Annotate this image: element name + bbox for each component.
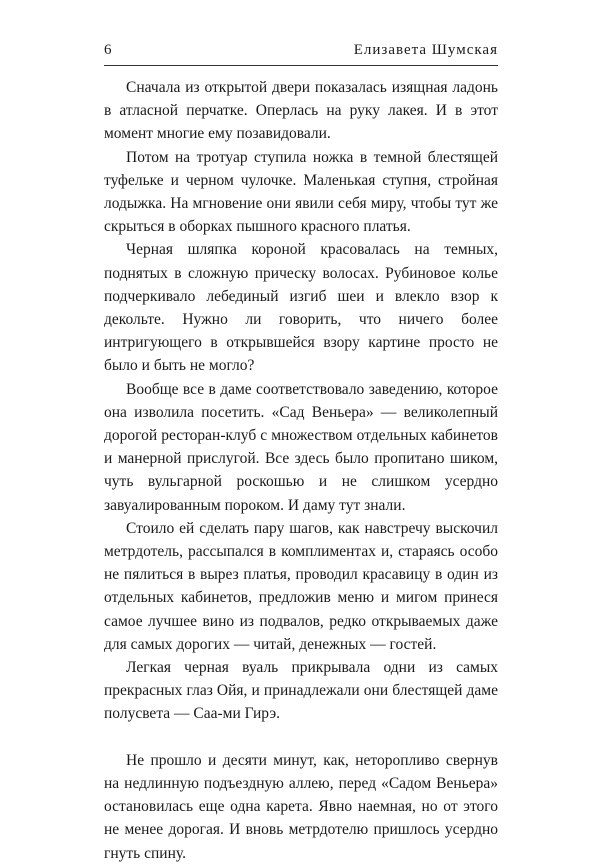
- running-title: Елизавета Шумская: [353, 42, 498, 58]
- paragraph: Сначала из открытой двери показалась изящная ладонь в атласной перчатке. Оперлась на руку лакея. И в этот момент многие ему позавидовали.: [104, 79, 498, 143]
- body-text: [104, 76, 498, 865]
- paragraph: Вообще все в даме соответствовало заведению, которое она изволила посетить. «Сад Веньера» — великолепный дорогой ресторан-клуб с множеством отдельных кабинетов и манерной прислугой. Все здесь было пропитано шиком, чуть вульгарной роскошью и не слишком усердно завуалированным пороком. И даму тут знали.: [104, 380, 498, 514]
- page-number: 6: [104, 42, 112, 58]
- paragraph: Стоило ей сделать пару шагов, как навстречу выскочил метрдотель, рассыпался в комплиментах и, стараясь особо не пялиться в вырез платья, проводил красавицу в один из отдельных кабинетов, предложив меню и мигом принеся самое лучшее вино из подвалов, редко открываемых даже для самых дорогих — читай, денежных — гостей.: [104, 519, 498, 653]
- running-header: [104, 40, 498, 68]
- section-break: [104, 726, 498, 749]
- paragraph: Потом на тротуар ступила ножка в темной блестящей туфельке и черном чулочке. Маленькая ступня, стройная лодыжка. На мгновение они явили себя миру, чтобы тут же скрыться в оборках пышного красного платья.: [104, 148, 498, 236]
- paragraph: Черная шляпка короной красовалась на темных, поднятых в сложную прическу волосах. Рубиновое колье подчеркивало лебединый изгиб шеи и влекло взор к декольте. Нужно ли говорить, что ничего более интригующего в открывшейся взору картине просто не было и быть не могло?: [104, 241, 498, 375]
- header-rule: [104, 65, 498, 66]
- paragraph: Легкая черная вуаль прикрывала одни из самых прекрасных глаз Ойя, и принадлежали они блестящей даме полусвета — Саа-ми Гирэ.: [104, 659, 498, 723]
- paragraph: Не прошло и десяти минут, как, неторопливо свернув на недлинную подъездную аллею, перед «Садом Веньера» остановилась еще одна карета. Явно наемная, но от этого не менее дорогая. И вновь метрдотелю пришлось усердно гнуть спину.: [104, 751, 498, 862]
